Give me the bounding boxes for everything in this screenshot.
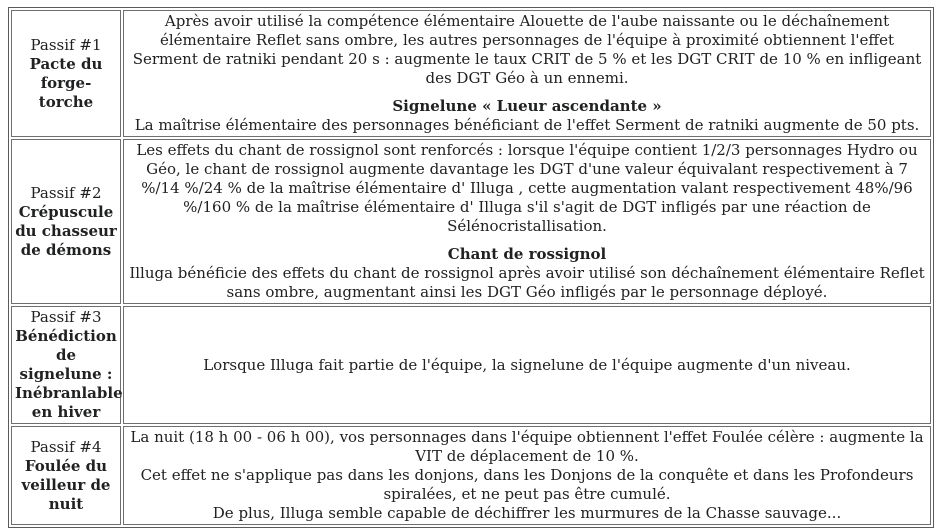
description-text: Après avoir utilisé la compétence élémentaire Alouette de l'aube naissante ou le déchaînement élémentaire Reflet sans ombre, les autres personnages de l'équipe à proximité obtiennent l'effet Serment de ratniki pendant 20 s : augmente le taux CRIT de 5 % et les DGT CRIT de 10 % en infligeant des DGT Géo à un ennemi.: [132, 12, 922, 87]
passive-4-name: Foulée du veilleur de nuit: [21, 456, 111, 513]
table-row-passive-1: [11, 10, 931, 137]
passive-3-title-cell: [11, 306, 121, 424]
description-heading: Chant de rossignol: [447, 245, 607, 263]
description-text: La nuit (18 h 00 - 06 h 00), vos personnages dans l'équipe obtiennent l'effet Foulée célère : augmente la VIT de déplacement de 10 %.: [130, 428, 924, 465]
table-row-passive-4: [11, 426, 931, 525]
description-text: La maîtrise élémentaire des personnages bénéficiant de l'effet Serment de ratniki augmente de 50 pts.: [134, 116, 920, 134]
passive-2-name: Crépuscule du chasseur de démons: [15, 202, 117, 259]
passive-1-number: Passif #1: [30, 35, 102, 54]
passive-1-description-cell: [123, 10, 931, 137]
description-text: Lorsque Illuga fait partie de l'équipe, la signelune de l'équipe augmente d'un niveau.: [203, 355, 851, 374]
description-text: Les effets du chant de rossignol sont renforcés : lorsque l'équipe contient 1/2/3 personnages Hydro ou Géo, le chant de rossignol augmente davantage les DGT d'une valeur équivalant respectivement à 7 %/14 %/24 % de la maîtrise élémentaire d' Illuga , cette augmentation valant respectivement 48%/96 %/160 % de la maîtrise élémentaire d' Illuga s'il s'agit de DGT infligés par une réaction de Sélénocristallisation.: [136, 141, 918, 235]
description-heading: Signelune « Lueur ascendante »: [392, 97, 662, 115]
description-text: Cet effet ne s'applique pas dans les donjons, dans les Donjons de la conquête et dans les Profondeurs spiralées, et ne peut pas être cumulé.: [140, 466, 914, 503]
passives-table-body: [11, 10, 931, 525]
passive-2-description-cell: [123, 139, 931, 304]
passive-2-title-cell: [11, 139, 121, 304]
description-text: Illuga bénéficie des effets du chant de rossignol après avoir utilisé son déchaînement élémentaire Reflet sans ombre, augmentant ainsi les DGT Géo infligés par le personnage déployé.: [129, 264, 925, 301]
passives-table: [8, 7, 934, 528]
passive-1-title-cell: [11, 10, 121, 137]
passive-4-title-cell: [11, 426, 121, 525]
passive-4-number: Passif #4: [30, 437, 102, 456]
passive-3-name: Bénédiction de signelune : Inébranlable en hiver: [15, 327, 123, 421]
description-text: De plus, Illuga semble capable de déchiffrer les murmures de la Chasse sauvage...: [212, 504, 842, 522]
passive-4-description-cell: [123, 426, 931, 525]
passive-3-number: Passif #3: [30, 308, 102, 326]
table-row-passive-3: [11, 306, 931, 424]
table-row-passive-2: [11, 139, 931, 304]
passive-2-number: Passif #2: [30, 183, 102, 202]
passive-1-name: Pacte du forge-torche: [29, 54, 103, 111]
passive-3-description-cell: [123, 306, 931, 424]
